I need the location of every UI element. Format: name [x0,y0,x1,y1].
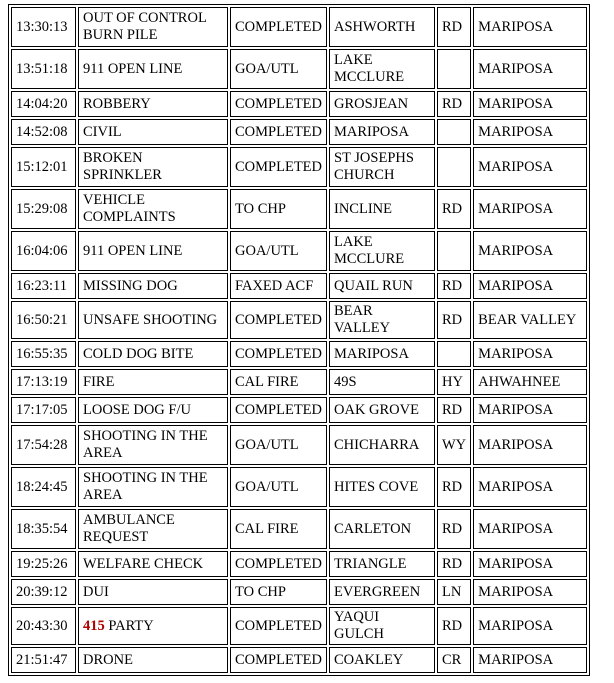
cell-suffix: RD [437,509,471,549]
cell-suffix: RD [437,467,471,507]
cell-city: MARIPOSA [473,579,587,605]
cell-suffix: RD [437,273,471,299]
cell-status: COMPLETED [230,607,327,645]
cell-street: CHICHARRA [329,425,435,465]
cell-time: 16:50:21 [11,301,76,339]
cell-status: TO CHP [230,189,327,229]
table-row [11,647,587,673]
cell-incident: 911 OPEN LINE [78,231,228,271]
cell-time: 13:30:13 [11,7,76,47]
cell-time: 21:51:47 [11,647,76,673]
call-log-table [8,4,590,676]
cell-time: 18:35:54 [11,509,76,549]
cell-suffix: RD [437,397,471,423]
cell-city: MARIPOSA [473,341,587,367]
table-row [11,341,587,367]
cell-status: TO CHP [230,579,327,605]
cell-street: LAKE MCCLURE [329,231,435,271]
cell-time: 17:13:19 [11,369,76,395]
table-row [11,147,587,187]
cell-suffix: RD [437,607,471,645]
cell-status: GOA/UTL [230,49,327,89]
cell-city: MARIPOSA [473,397,587,423]
cell-time: 20:39:12 [11,579,76,605]
cell-city: MARIPOSA [473,189,587,229]
cell-suffix [437,147,471,187]
cell-incident: AMBULANCE REQUEST [78,509,228,549]
cell-time: 15:12:01 [11,147,76,187]
cell-time: 15:29:08 [11,189,76,229]
cell-street: OAK GROVE [329,397,435,423]
cell-suffix: RD [437,189,471,229]
cell-street: 49S [329,369,435,395]
cell-city: MARIPOSA [473,91,587,117]
cell-city: BEAR VALLEY [473,301,587,339]
cell-incident: DUI [78,579,228,605]
cell-suffix: RD [437,551,471,577]
cell-time: 16:23:11 [11,273,76,299]
table-row [11,509,587,549]
cell-status: GOA/UTL [230,231,327,271]
cell-city: MARIPOSA [473,273,587,299]
call-log-body [11,7,587,673]
cell-incident: LOOSE DOG F/U [78,397,228,423]
cell-street: QUAIL RUN [329,273,435,299]
cell-street: BEAR VALLEY [329,301,435,339]
cell-status: GOA/UTL [230,467,327,507]
table-row [11,7,587,47]
cell-incident: ROBBERY [78,91,228,117]
cell-incident: MISSING DOG [78,273,228,299]
cell-suffix [437,231,471,271]
cell-street: ASHWORTH [329,7,435,47]
table-row [11,425,587,465]
cell-city: MARIPOSA [473,647,587,673]
cell-time: 14:52:08 [11,119,76,145]
cell-incident: CIVIL [78,119,228,145]
cell-status: COMPLETED [230,341,327,367]
cell-status: COMPLETED [230,91,327,117]
cell-city: MARIPOSA [473,425,587,465]
cell-incident: UNSAFE SHOOTING [78,301,228,339]
cell-status: COMPLETED [230,551,327,577]
cell-city: MARIPOSA [473,607,587,645]
cell-status: FAXED ACF [230,273,327,299]
cell-status: COMPLETED [230,119,327,145]
cell-incident: OUT OF CONTROL BURN PILE [78,7,228,47]
cell-city: MARIPOSA [473,119,587,145]
cell-incident: SHOOTING IN THE AREA [78,425,228,465]
cell-city: MARIPOSA [473,231,587,271]
cell-city: MARIPOSA [473,147,587,187]
cell-status: COMPLETED [230,147,327,187]
table-row [11,231,587,271]
cell-street: COAKLEY [329,647,435,673]
cell-suffix [437,119,471,145]
table-row [11,273,587,299]
cell-street: EVERGREEN [329,579,435,605]
cell-time: 14:04:20 [11,91,76,117]
table-row [11,49,587,89]
table-row [11,467,587,507]
table-row [11,189,587,229]
cell-city: MARIPOSA [473,509,587,549]
table-row [11,91,587,117]
cell-street: GROSJEAN [329,91,435,117]
cell-time: 19:25:26 [11,551,76,577]
table-row [11,301,587,339]
cell-city: MARIPOSA [473,49,587,89]
incident-text: PARTY [104,617,154,634]
cell-time: 16:04:06 [11,231,76,271]
cell-status: CAL FIRE [230,509,327,549]
cell-suffix: WY [437,425,471,465]
cell-incident: DRONE [78,647,228,673]
cell-time: 17:54:28 [11,425,76,465]
cell-incident: SHOOTING IN THE AREA [78,467,228,507]
cell-city: AHWAHNEE [473,369,587,395]
cell-suffix [437,49,471,89]
cell-street: HITES COVE [329,467,435,507]
cell-incident: VEHICLE COMPLAINTS [78,189,228,229]
cell-street: MARIPOSA [329,341,435,367]
cell-time: 17:17:05 [11,397,76,423]
cell-status: CAL FIRE [230,369,327,395]
table-row [11,119,587,145]
cell-incident: 911 OPEN LINE [78,49,228,89]
cell-time: 13:51:18 [11,49,76,89]
cell-status: COMPLETED [230,301,327,339]
cell-street: YAQUI GULCH [329,607,435,645]
cell-suffix: RD [437,91,471,117]
table-row [11,369,587,395]
cell-incident: WELFARE CHECK [78,551,228,577]
table-row [11,579,587,605]
cell-suffix: HY [437,369,471,395]
cell-time: 16:55:35 [11,341,76,367]
cell-suffix: LN [437,579,471,605]
cell-street: CARLETON [329,509,435,549]
cell-incident: BROKEN SPRINKLER [78,147,228,187]
cell-incident [78,607,228,645]
cell-suffix: RD [437,7,471,47]
cell-status: COMPLETED [230,7,327,47]
cell-suffix: CR [437,647,471,673]
cell-city: MARIPOSA [473,7,587,47]
cell-city: MARIPOSA [473,551,587,577]
cell-city: MARIPOSA [473,467,587,507]
cell-street: MARIPOSA [329,119,435,145]
cell-status: COMPLETED [230,397,327,423]
cell-time: 20:43:30 [11,607,76,645]
cell-incident: FIRE [78,369,228,395]
cell-suffix [437,341,471,367]
table-row [11,397,587,423]
table-row [11,551,587,577]
table-row [11,607,587,645]
cell-suffix: RD [437,301,471,339]
cell-status: GOA/UTL [230,425,327,465]
cell-street: TRIANGLE [329,551,435,577]
cell-time: 18:24:45 [11,467,76,507]
cell-status: COMPLETED [230,647,327,673]
cell-street: LAKE MCCLURE [329,49,435,89]
cell-street: ST JOSEPHS CHURCH [329,147,435,187]
cell-street: INCLINE [329,189,435,229]
incident-code: 415 [83,617,105,634]
cell-incident: COLD DOG BITE [78,341,228,367]
